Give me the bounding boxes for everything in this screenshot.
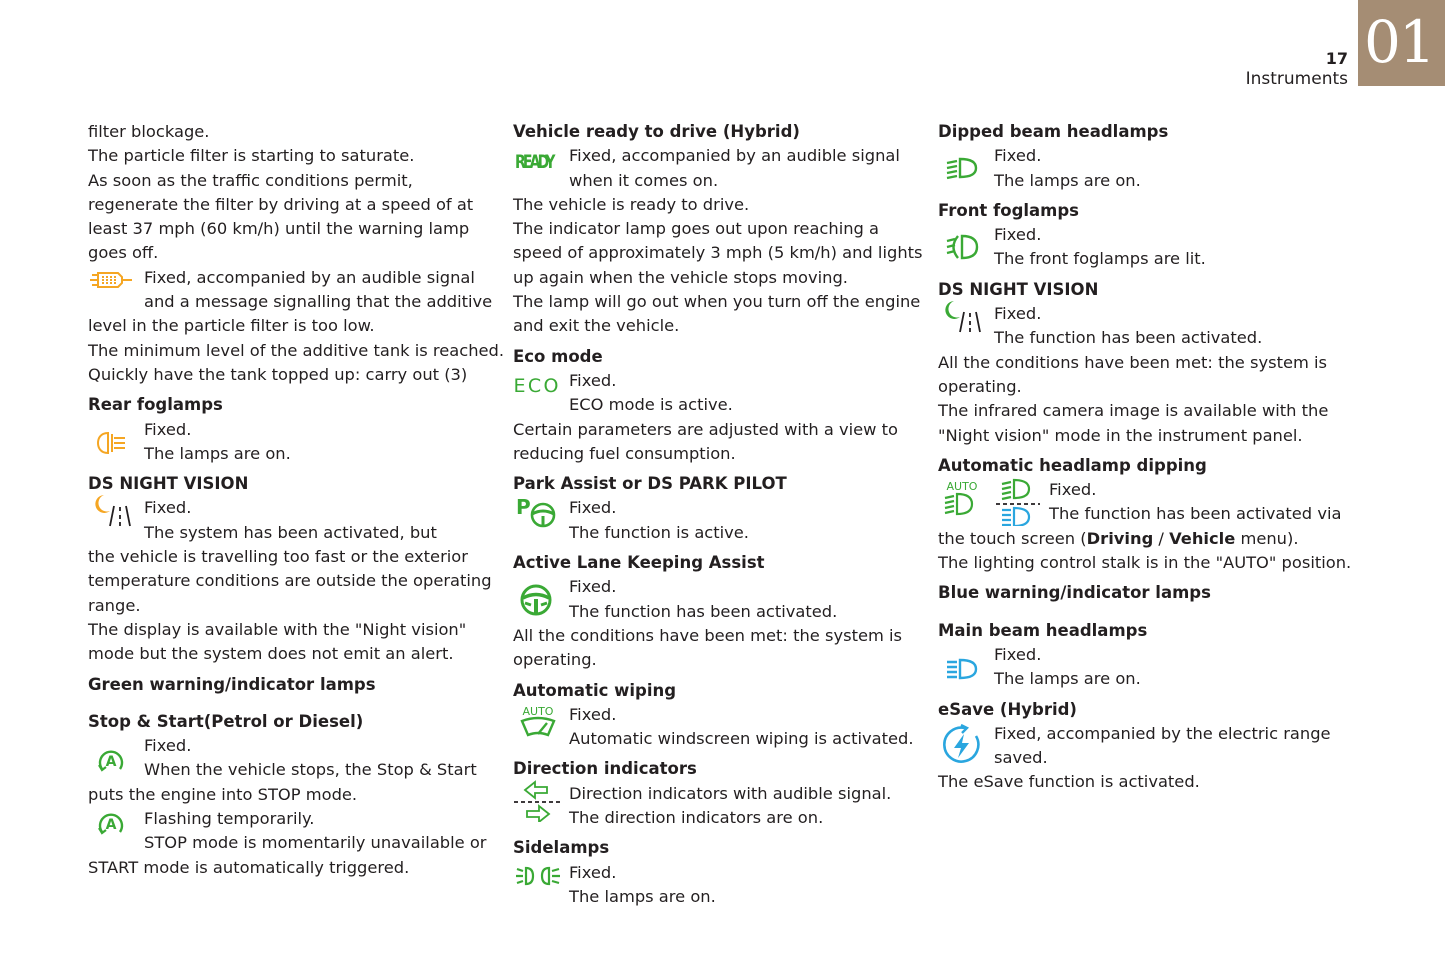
text-line: The front foglamps are lit. [994,249,1206,269]
esave-icon [940,724,984,768]
svg-text:A: A [105,817,117,834]
direction-indicators-icon [513,780,561,822]
column-1 [88,120,505,880]
text-line: Direction indicators with audible signal. [569,783,892,803]
text-line: All the conditions have been met: the system is [513,625,903,645]
text-line: filter blockage. [88,122,210,141]
stop-start-icon [96,746,126,774]
column-3 [938,120,1352,795]
text-line: The minimum level of the additive tank is reached. [88,340,505,360]
ready-heading: Vehicle ready to drive (Hybrid) [513,122,800,141]
text-line: The vehicle is ready to drive. [513,194,750,214]
front-foglamps-heading: Front foglamps [938,200,1080,220]
text-line: The lamps are on. [569,886,716,906]
text-line: The lamps are on. [994,170,1141,190]
text-line: The direction indicators are on. [569,808,824,828]
rear-foglamp-icon [96,430,128,456]
dipped-beam-icon [946,156,980,180]
text-line: The eSave function is activated. [938,772,1200,792]
text-line: Quickly have the tank topped up: carry out (3) [88,364,468,384]
text-line [938,527,1348,551]
column-2 [513,120,923,909]
text-line: Automatic windscreen wiping is activated. [569,729,914,749]
text-line: Fixed. [144,736,192,756]
night-vision-icon [92,492,132,528]
text-line: The function has been activated via [1049,504,1342,524]
text-line: Fixed, accompanied by an audible signal [144,267,475,287]
night-vision-block [938,302,1348,351]
text-line: The system has been activated, but [144,522,437,542]
text-line: Fixed. [569,704,617,724]
text-line: ECO mode is active. [569,395,733,415]
park-assist-block [513,496,923,545]
text-line: goes off. [88,243,159,263]
sidelamps-heading: Sidelamps [513,838,610,858]
auto-wiper-icon-text: AUTO [522,704,554,718]
lane-keeping-icon [519,583,553,617]
night-vision-heading: DS NIGHT VISION [88,474,249,494]
park-assist-icon [515,494,561,530]
text-line: Fixed. [569,370,617,390]
text-line: The function has been activated. [994,328,1263,348]
text-line: speed of approximately 3 mph (5 km/h) and lights [513,243,923,263]
dipped-beam-heading: Dipped beam headlamps [938,122,1169,141]
auto-wiper-icon [517,701,563,741]
page-number: 17 [1325,49,1348,68]
text-line: Fixed. [569,862,617,882]
rear-foglamps-heading: Rear foglamps [88,395,223,415]
auto-headlamp-dipping-block [938,478,1348,527]
text-line: level in the particle filter is too low. [88,316,375,336]
direction-indicators-block [513,782,923,831]
text-line: the vehicle is travelling too fast or the exterior [88,547,468,567]
text-line: Fixed. [569,577,617,597]
text-line: "Night vision" mode in the instrument panel. [938,425,1303,445]
lane-keeping-heading: Active Lane Keeping Assist [513,553,765,573]
text-line: temperature conditions are outside the operating [88,571,492,591]
text-line: Fixed. [1049,480,1097,500]
text-line: puts the engine into STOP mode. [88,784,358,804]
vehicle-menu-label: Vehicle [1169,528,1236,548]
text-line: mode but the system does not emit an alert. [88,644,454,664]
text-line: Flashing temporarily. [144,809,315,829]
front-foglamps-block [938,223,1348,272]
text-line: The lamps are on. [144,443,291,463]
text-line: The lamps are on. [994,669,1141,689]
text-line: up again when the vehicle stops moving. [513,267,848,287]
night-vision-block [88,496,498,545]
text-line: Fixed. [994,644,1042,664]
blue-lamps-heading: Blue warning/indicator lamps [938,583,1211,603]
particle-filter-icon [88,268,134,292]
ready-icon [515,146,563,172]
text-line: Fixed, accompanied by an audible signal [569,146,900,166]
esave-heading: eSave (Hybrid) [938,699,1077,719]
text-line: The infrared camera image is available with the [938,401,1329,421]
text-line: As soon as the traffic conditions permit, [88,170,413,190]
stop-start-flash-block [88,807,498,856]
text-line: When the vehicle stops, the Stop & Start [144,760,477,780]
esave-block [938,722,1348,771]
main-beam-block [938,643,1348,692]
text-line: operating. [938,376,1022,396]
park-assist-heading: Park Assist or DS PARK PILOT [513,474,787,494]
text-line: when it comes on. [569,170,719,190]
front-foglamp-icon [946,233,980,261]
auto-wiping-block [513,703,923,752]
text-line: least 37 mph (60 km/h) until the warning lamp [88,219,470,239]
text-line: saved. [994,748,1048,768]
text-line: range. [88,595,141,615]
text-line: Fixed. [144,498,192,518]
text-line: regenerate the filter by driving at a speed of at [88,194,474,214]
section-title: Instruments [1245,69,1348,89]
text-line: The indicator lamp goes out upon reaching a [513,219,880,239]
text-fragment: / [1153,528,1170,548]
text-line: The lighting control stalk is in the "AUTO" position. [938,553,1352,573]
stop-start-icon [96,809,126,837]
text-line: The lamp will go out when you turn off the engine [513,292,921,312]
driving-menu-label: Driving [1086,528,1154,548]
text-line: All the conditions have been met: the system is [938,352,1328,372]
text-fragment: menu). [1235,528,1299,548]
main-beam-heading: Main beam headlamps [938,620,1148,640]
rear-foglamps-block [88,418,498,467]
additive-block [88,266,498,315]
eco-icon [513,371,563,397]
text-fragment: the touch screen ( [938,528,1087,548]
text-line: Certain parameters are adjusted with a view to [513,419,899,439]
ready-icon-text: READY [515,152,556,173]
stop-start-heading: Stop & Start(Petrol or Diesel) [88,711,364,731]
auto-dip-icon-text: AUTO [946,480,978,494]
dipped-beam-block [938,144,1348,193]
text-line: The particle filter is starting to saturate. [88,146,415,166]
stop-start-block [88,734,498,783]
direction-indicators-heading: Direction indicators [513,759,697,779]
text-line: Fixed. [569,498,617,518]
text-line: Fixed. [994,225,1042,245]
auto-headlamp-dipping-heading: Automatic headlamp dipping [938,455,1207,475]
main-beam-icon [946,657,980,681]
night-vision-icon [942,298,982,334]
text-line: The function has been activated. [569,601,838,621]
chapter-number: 01 [1364,8,1434,76]
text-line: and exit the vehicle. [513,316,680,336]
text-line: START mode is automatically triggered. [88,857,410,877]
text-line: The function is active. [569,522,749,542]
ready-block [513,144,923,193]
green-lamps-heading: Green warning/indicator lamps [88,674,376,694]
text-line: reducing fuel consumption. [513,443,736,463]
text-line: operating. [513,650,597,670]
eco-heading: Eco mode [513,346,603,366]
text-line: STOP mode is momentarily unavailable or [144,833,487,853]
night-vision-heading: DS NIGHT VISION [938,279,1099,299]
text-line: and a message signalling that the additive [144,292,493,312]
lane-keeping-block [513,575,923,624]
auto-headlamp-dipping-icon [944,478,1044,526]
text-line: Fixed. [144,419,192,439]
text-line: Fixed. [994,146,1042,166]
svg-text:A: A [105,754,117,771]
sidelamps-icon [515,863,561,889]
park-assist-icon-text: P [516,495,531,520]
auto-wiping-heading: Automatic wiping [513,680,677,700]
text-line: Fixed. [994,304,1042,324]
text-line: The display is available with the "Night vision" [88,619,467,639]
sidelamps-block [513,861,923,910]
eco-block [513,369,923,418]
eco-icon-text: ECO [513,374,559,397]
text-line: Fixed, accompanied by the electric range [994,723,1331,743]
chapter-tab [1358,0,1445,86]
